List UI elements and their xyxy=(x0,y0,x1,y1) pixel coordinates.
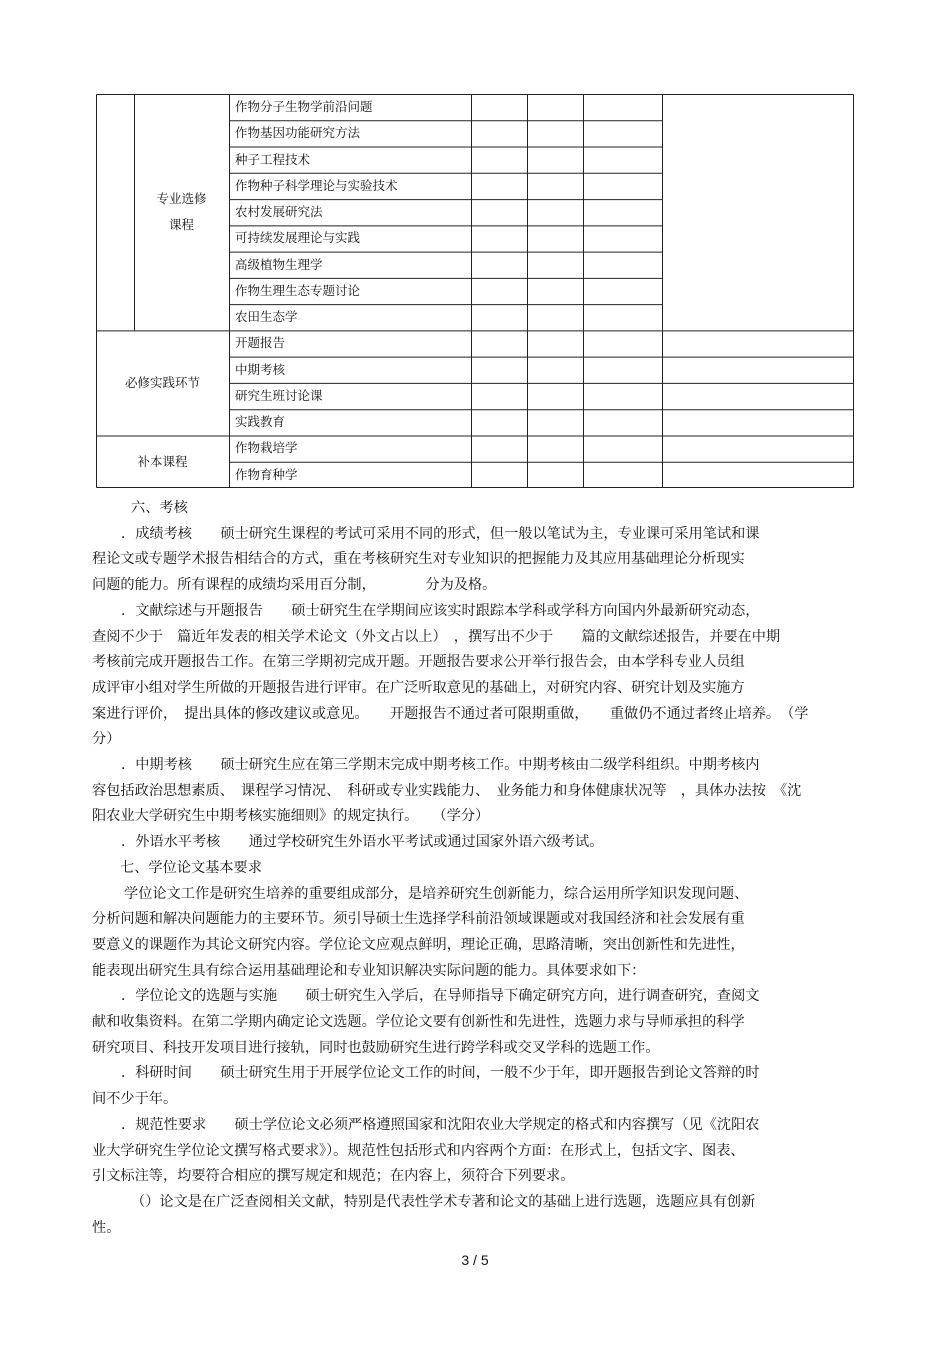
body-text-line: 查阅不少于 篇近年发表的相关学术论文（外文占以上） ，撰写出不少于 篇的文献综述报告，并要在中期 xyxy=(92,628,781,645)
body-text-line: ．规范性要求 硕士学位论文必须严格遵照国家和沈阳农业大学规定的格式和内容撰写（见《沈阳农 xyxy=(121,1116,760,1133)
body-text-line: （）论文是在广泛查阅相关文献，特别是代表性学术专著和论文的基础上进行选题，选题应具有创新 xyxy=(131,1193,756,1210)
table-course-name: 农田生态学 xyxy=(235,309,298,325)
table-group-label xyxy=(96,449,229,475)
table-course-name: 中期考核 xyxy=(235,361,286,377)
table-course-name: 实践教育 xyxy=(235,414,286,430)
table-course-name: 研究生班讨论课 xyxy=(235,387,323,403)
body-text-line: 问题的能力。所有课程的成绩均采用百分制， 分为及格。 xyxy=(92,577,497,594)
body-text-line: 要意义的课题作为其论文研究内容。学位论文应观点鲜明，理论正确，思路清晰，突出创新性和先进性， xyxy=(92,936,745,953)
body-text-line: 阳农业大学研究生中期考核实施细则》的规定执行。 （学分） xyxy=(92,808,490,825)
body-text-line: 引文标注等，均要符合相应的撰写规定和规范；在内容上，须符合下列要求。 xyxy=(92,1168,575,1185)
table-group-label-line: 补本课程 xyxy=(137,453,188,469)
table-course-name: 高级植物生理学 xyxy=(235,256,323,272)
table-course-name: 作物栽培学 xyxy=(235,440,298,456)
body-text-line: ．学位论文的选题与实施 硕士研究生入学后，在导师指导下确定研究方向，进行调查研究，查阅文 xyxy=(121,988,760,1005)
body-text-line: 程论文或专题学术报告相结合的方式，重在考核研究生对专业知识的把握能力及其应用基础理论分析现实 xyxy=(92,551,745,568)
page-number: 3 / 5 xyxy=(461,1252,489,1268)
body-text-line: 能表现出研究生具有综合运用基础理论和专业知识解决实际问题的能力。具体要求如下： xyxy=(92,962,646,979)
body-text-line: 分析问题和解决问题能力的主要环节。须引导硕士生选择学科前沿领域课题或对我国经济和社会发展有重 xyxy=(92,911,745,928)
table-course-name: 种子工程技术 xyxy=(235,151,311,167)
table-course-name: 作物分子生物学前沿问题 xyxy=(235,99,373,114)
body-text-line: ．中期考核 硕士研究生应在第三学期末完成中期考核工作。中期考核由二级学科组织。中期考核内 xyxy=(121,757,760,773)
table-group-label xyxy=(96,370,229,396)
body-text-line: 容包括政治思想素质、 课程学习情况、 科研或专业实践能力、 业务能力和身体健康状况等 ，具体办法按 《沈 xyxy=(92,782,802,799)
body-text-line: 考核前完成开题报告工作。在第三学期初完成开题。开题报告要求公开举行报告会，由本学科专业人员组 xyxy=(92,654,745,671)
body-text-line: ．外语水平考核 通过学校研究生外语水平考试或通过国家外语六级考试。 xyxy=(121,834,604,851)
table-group-label-line: 专业选修 xyxy=(156,191,207,207)
table-group-label-line: 必修实践环节 xyxy=(124,374,200,390)
body-text-line: ．成绩考核 硕士研究生课程的考试可采用不同的形式，但一般以笔试为主，专业课可采用笔试和课 xyxy=(121,525,760,542)
body-text-line: 间不少于年。 xyxy=(92,1091,178,1108)
table-course-name: 作物基因功能研究方法 xyxy=(235,125,361,141)
course-table xyxy=(96,94,854,488)
body-text-line: 成评审小组对学生所做的开题报告进行评审。在广泛听取意见的基础上，对研究内容、研究计划及实施方 xyxy=(92,679,745,696)
body-text-line: ．文献综述与开题报告 硕士研究生在学期间应该实时跟踪本学科或学科方向国内外最新研究动态， xyxy=(121,602,760,619)
body-text-line: ．科研时间 硕士研究生用于开展学位论文工作的时间，一般不少于年，即开题报告到论文答辩的时 xyxy=(121,1065,760,1082)
table-course-name: 作物种子科学理论与实验技术 xyxy=(235,177,398,193)
body-text-line: 案进行评价， 提出具体的修改建议或意见。 开题报告不通过者可限期重做， 重做仍不通过者终止培养。 （学 xyxy=(92,705,809,722)
table-course-name: 作物育种学 xyxy=(235,466,298,482)
table-course-name: 作物生理生态专题讨论 xyxy=(235,282,361,298)
table-group-label xyxy=(134,186,229,238)
body-text-line: 学位论文工作是研究生培养的重要组成部分，是培养研究生创新能力，综合运用所学知识发现问题、 xyxy=(124,885,749,902)
body-text-line: 七、学位论文基本要求 xyxy=(120,859,262,876)
body-text-line: 研究项目、科技开发项目进行接轨，同时也鼓励研究生进行跨学科或交叉学科的选题工作。 xyxy=(92,1039,660,1056)
table-course-name: 开题报告 xyxy=(235,335,286,351)
body-text-line: 性。 xyxy=(92,1219,121,1236)
body-text-line: 六、考核 xyxy=(131,500,188,516)
body-text-line: 献和收集资料。在第二学期内确定论文选题。学位论文要有创新性和先进性，选题力求与导师承担的科学 xyxy=(92,1014,745,1030)
table-group-label-line: 课程 xyxy=(168,217,194,233)
table-course-name: 农村发展研究法 xyxy=(235,204,323,220)
table-grid-lines xyxy=(96,94,854,488)
table-course-name: 可持续发展理论与实践 xyxy=(235,230,361,246)
body-text-line: 业大学研究生学位论文撰写格式要求》）。规范性包括形式和内容两个方面：在形式上，包括文字、图表、 xyxy=(92,1142,745,1159)
body-text-line: 分） xyxy=(92,731,121,748)
